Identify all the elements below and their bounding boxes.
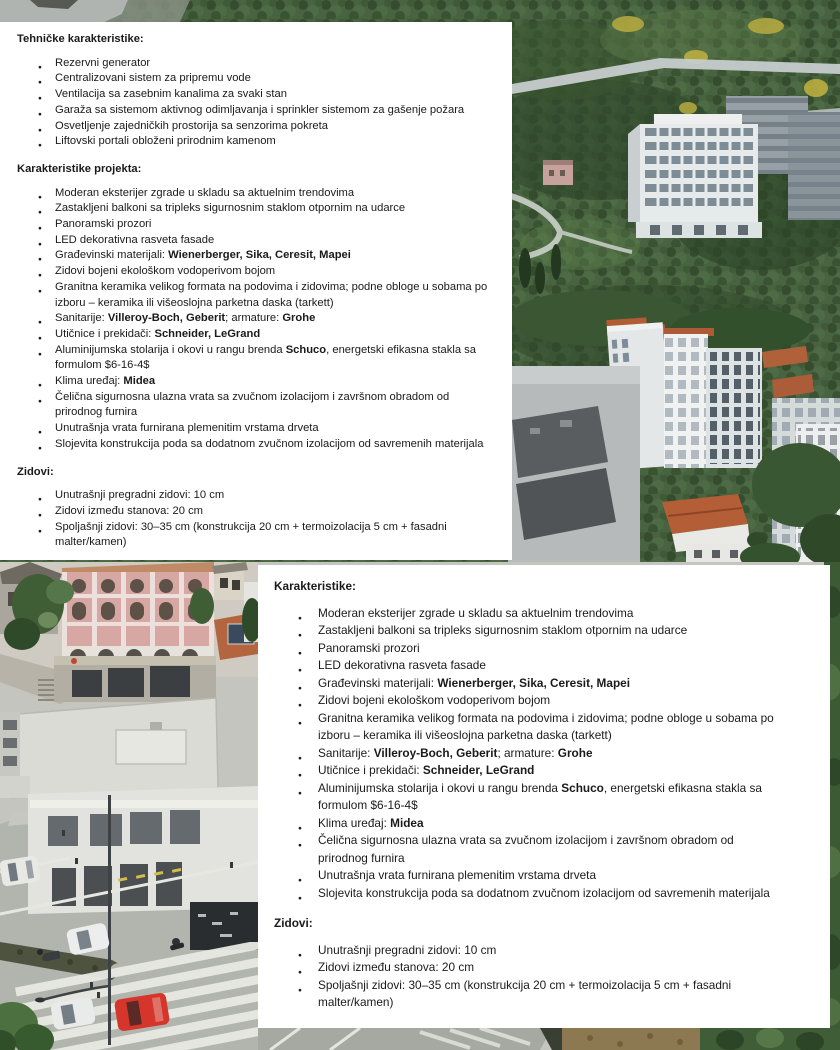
technical-specs-panel [0, 22, 512, 560]
list-item: ● Klima uređaj: Midea [274, 815, 786, 833]
bullet-list [274, 942, 786, 1012]
gray-roof-complex [508, 366, 640, 562]
white-rooftop-building [0, 698, 218, 798]
list-item: ● Aluminijumska stolarija i okovi u rangu brenda Schuco, energetski efikasna stakla sa formulom $6-16-4$ [274, 780, 786, 815]
list-item: ● Liftovski portali obloženi prirodnim kamenom [17, 134, 494, 150]
white-apartment-building [628, 114, 762, 238]
list-item: ● Slojevita konstrukcija poda sa dodatnom zvučnom izolacijom od savremenih materijala [274, 885, 786, 903]
list-item: ● Građevinski materijali: Wienerberger, Sika, Ceresit, Mapei [17, 248, 494, 264]
pink-house [543, 160, 573, 185]
list-item: ● Moderan eksterijer zgrade u skladu sa aktuelnim trendovima [274, 605, 786, 623]
list-item: ● Utičnice i prekidači: Schneider, LeGrand [274, 762, 786, 780]
list-item: ● Osvetljenje zajedničkih prostorija sa senzorima pokreta [17, 119, 494, 135]
list-item: ● Aluminijumska stolarija i okovi u rangu brenda Schuco, energetski efikasna stakla sa formulom $6-16-4$ [17, 343, 494, 374]
section-heading: Zidovi: [17, 465, 54, 478]
list-item: ● Granitna keramika velikog formata na podovima i zidovima; podne obloge u sobama po izboru – keramika ili višeoslojna parketna daska (tarkett) [17, 280, 494, 311]
list-item: ● Zidovi bojeni ekološkom vodoperivom bojom [274, 692, 786, 710]
list-item: ● Granitna keramika velikog formata na podovima i zidovima; podne obloge u sobama po izboru – keramika ili višeoslojna parketna daska (tarkett) [274, 710, 786, 745]
list-item: ● Zastakljeni balkoni sa tripleks sigurnosnim staklom otpornim na udarce [274, 622, 786, 640]
section-heading: Zidovi: [274, 916, 313, 930]
list-item: ● Zastakljeni balkoni sa tripleks sigurnosnim staklom otpornim na udarce [17, 201, 494, 217]
list-item: ● Panoramski prozori [17, 217, 494, 233]
list-item: ● Panoramski prozori [274, 640, 786, 658]
list-item: ● Ventilacija sa zasebnim kanalima za svaki stan [17, 87, 494, 103]
list-item: ● Unutrašnja vrata furnirana plemenitim vrstama drveta [17, 421, 494, 437]
characteristics-panel [258, 565, 830, 1028]
list-item: ● Klima uređaj: Midea [17, 374, 494, 390]
list-item: ● LED dekorativna rasveta fasade [17, 233, 494, 249]
list-item: ● Rezervni generator [17, 56, 494, 72]
bullet-list [274, 605, 786, 903]
section-heading: Karakteristike: [274, 579, 356, 593]
orange-roof-house [662, 494, 750, 552]
cream-house [212, 562, 248, 600]
list-item: ● Čelična sigurnosna ulazna vrata sa zvučnom izolacijom i završnom obradom od prirodnog furnira [274, 832, 786, 867]
list-item: ● Centralizovani sistem za pripremu vode [17, 71, 494, 87]
bullet-list [17, 56, 494, 150]
list-item: ● Spoljašnji zidovi: 30–35 cm (konstrukcija 20 cm + termoizolacija 5 cm + fasadni malter/kamen) [274, 977, 786, 1012]
list-item: ● Čelična sigurnosna ulazna vrata sa zvučnom izolacijom i završnom obradom od prirodnog furnira [17, 390, 494, 421]
pink-arched-building [62, 562, 214, 666]
list-item: ● Zidovi bojeni ekološkom vodoperivom bojom [17, 264, 494, 280]
list-item: ● Unutrašnja vrata furnirana plemenitim vrstama drveta [274, 867, 786, 885]
list-item: ● Slojevita konstrukcija poda sa dodatnom zvučnom izolacijom od savremenih materijala [17, 437, 494, 453]
list-item: ● Zidovi između stanova: 20 cm [17, 504, 494, 520]
list-item: ● Garaža sa sistemom aktivnog odimljavanja i sprinkler sistemom za gašenje požara [17, 103, 494, 119]
section-heading: Tehničke karakteristike: [17, 33, 144, 45]
list-item: ● Unutrašnji pregradni zidovi: 10 cm [17, 488, 494, 504]
list-item: ● Spoljašnji zidovi: 30–35 cm (konstrukcija 20 cm + termoizolacija 5 cm + fasadni malter/kamen) [17, 520, 494, 551]
list-item: ● Moderan eksterijer zgrade u skladu sa aktuelnim trendovima [17, 186, 494, 202]
bullet-list [17, 488, 494, 551]
section-heading: Karakteristike projekta: [17, 162, 142, 175]
list-item: ● LED dekorativna rasveta fasade [274, 657, 786, 675]
list-item: ● Građevinski materijali: Wienerberger, Sika, Ceresit, Mapei [274, 675, 786, 693]
list-item: ● Utičnice i prekidači: Schneider, LeGrand [17, 327, 494, 343]
list-item: ● Zidovi između stanova: 20 cm [274, 959, 786, 977]
list-item: ● Sanitarije: Villeroy-Boch, Geberit; armature: Grohe [17, 311, 494, 327]
list-item: ● Unutrašnji pregradni zidovi: 10 cm [274, 942, 786, 960]
list-item: ● Sanitarije: Villeroy-Boch, Geberit; armature: Grohe [274, 745, 786, 763]
bullet-list [17, 186, 494, 453]
